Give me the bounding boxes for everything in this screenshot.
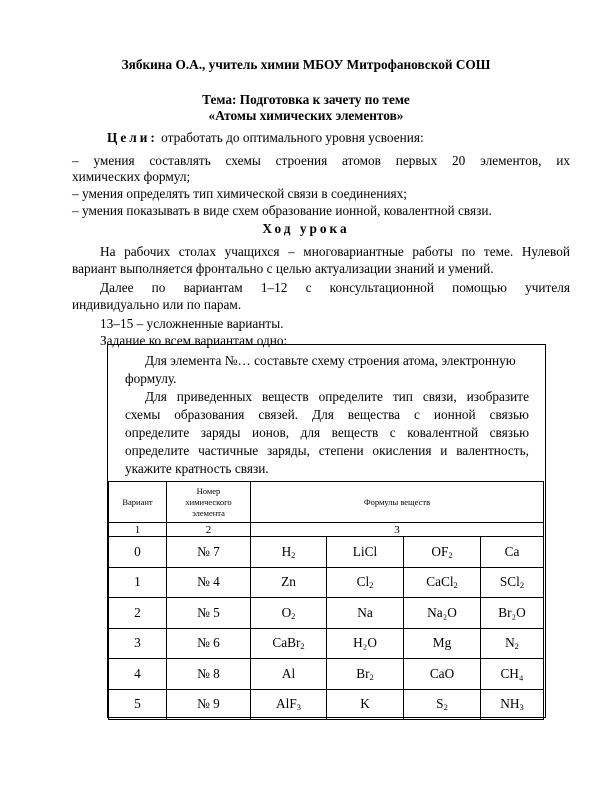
formula-text: S (436, 696, 444, 712)
formula-subscript: 2 (443, 702, 448, 713)
formula-cell (327, 689, 404, 720)
formula-text: O (281, 604, 292, 620)
table-row (109, 567, 544, 598)
formula-cell (404, 689, 481, 720)
formula-subscript: 3 (519, 702, 524, 713)
column-number: 3 (251, 523, 544, 537)
formula-text: Zn (281, 574, 296, 590)
formula-subscript: 2 (291, 610, 296, 621)
element-number-cell: № 8 (167, 659, 251, 690)
variant-cell: 2 (109, 598, 167, 629)
task-line-4: схемы образования связей. Для вещества с ионной связью (125, 407, 529, 422)
goals-label: Цели: (107, 130, 158, 145)
element-number-cell: № 9 (167, 689, 251, 720)
goal-item-2: – умения определять тип химической связи в соединениях; (72, 186, 407, 201)
formula-text: N (505, 635, 515, 651)
progress-p1-line2: вариант выполняется фронтально с целью актуализации знаний и умений. (72, 261, 494, 276)
column-number: 2 (167, 523, 251, 537)
topic-line-1: Тема: Подготовка к зачету по теме (202, 92, 410, 107)
header-formulas: Формулы веществ (251, 482, 544, 523)
goal-item-3: – умения показывать в виде схем образование ионной, ковалентной связи. (72, 203, 492, 218)
formula-cell (404, 659, 481, 690)
header-variant: Вариант (109, 482, 167, 523)
formula-text: Br₂O (498, 604, 526, 620)
progress-p4: Задание ко всем вариантам одно: (100, 333, 288, 348)
element-number-cell: № 4 (167, 567, 251, 598)
formula-text: AlF (276, 696, 297, 712)
variant-cell: 4 (109, 659, 167, 690)
formula-cell (327, 628, 404, 659)
formula-subscript: 2 (300, 641, 305, 652)
variant-cell: 0 (109, 537, 167, 568)
progress-heading: Ход урока (262, 221, 350, 236)
formula-cell (481, 537, 544, 568)
goal-item-1: – умения составлять схемы строения атомов первых 20 элементов, их (72, 153, 570, 168)
variant-cell: 1 (109, 567, 167, 598)
task-line-7: укажите кратность связи. (125, 461, 269, 476)
goals-intro (107, 130, 424, 146)
table-header-row (109, 482, 544, 523)
formula-text: LiCl (352, 543, 378, 559)
table-row (109, 598, 544, 629)
formula-cell (327, 537, 404, 568)
table-column-numbers-row (109, 523, 544, 537)
progress-p1-line1: На рабочих столах учащихся – многовариантные работы по теме. Нулевой (100, 244, 570, 259)
formula-text: Na₂O (427, 604, 457, 620)
variants-table (108, 481, 544, 720)
task-line-6: определите частичные заряды, степени окисления и валентность, (125, 443, 529, 458)
table-row (109, 659, 544, 690)
column-number: 1 (109, 523, 167, 537)
goal-item-1-cont: химических формул; (72, 169, 191, 184)
progress-p3: 13–15 – усложненные варианты. (100, 316, 284, 331)
formula-cell (481, 659, 544, 690)
formula-text: H (281, 543, 292, 559)
formula-text: OF (431, 543, 449, 559)
formula-text: Al (281, 665, 296, 681)
formula-text: H₂O (353, 635, 377, 651)
formula-cell (251, 689, 327, 720)
formula-subscript: 3 (296, 702, 301, 713)
formula-cell (251, 628, 327, 659)
element-number-cell: № 6 (167, 628, 251, 659)
formula-cell (404, 598, 481, 629)
task-line-2: формулу. (125, 371, 177, 386)
header-element-number: Номер химического элемента (167, 482, 251, 523)
formula-cell (251, 567, 327, 598)
formula-cell (481, 689, 544, 720)
formula-subscript: 2 (514, 641, 519, 652)
task-line-1: Для элемента №… составьте схему строения атома, электронную (145, 353, 516, 368)
formula-text: CaO (429, 665, 455, 681)
formula-subscript: 2 (453, 580, 458, 591)
table-row (109, 537, 544, 568)
formula-text: Ca (504, 543, 520, 559)
element-number-cell: № 7 (167, 537, 251, 568)
formula-text: Cl (356, 574, 370, 590)
progress-p2-line1: Далее по вариантам 1–12 с консультационной помощью учителя (100, 280, 570, 295)
element-number-cell: № 5 (167, 598, 251, 629)
formula-cell (327, 567, 404, 598)
formula-cell (327, 659, 404, 690)
formula-text: K (360, 696, 370, 712)
goals-intro-text: отработать до оптимального уровня усвоения: (157, 130, 424, 145)
formula-text: CaBr (272, 635, 301, 651)
formula-cell (481, 567, 544, 598)
author-line: Зябкина О.А., учитель химии МБОУ Митрофановской СОШ (121, 57, 491, 72)
variant-cell: 3 (109, 628, 167, 659)
formula-cell (481, 598, 544, 629)
formula-cell (481, 628, 544, 659)
formula-subscript: 2 (291, 549, 296, 560)
variant-cell: 5 (109, 689, 167, 720)
task-line-5: определите заряды ионов, для веществ с ковалентной связью (125, 425, 529, 440)
formula-cell (251, 659, 327, 690)
formula-cell (404, 567, 481, 598)
formula-subscript: 2 (369, 580, 374, 591)
task-line-3: Для приведенных веществ определите тип связи, изобразите (145, 389, 529, 404)
formula-text: CH₄ (500, 665, 524, 681)
formula-subscript: 2 (448, 549, 453, 560)
formula-text: Na (357, 604, 373, 620)
formula-cell (327, 598, 404, 629)
formula-subscript: 2 (519, 580, 525, 591)
table-row (109, 628, 544, 659)
formula-text: Mg (432, 635, 452, 651)
formula-cell (404, 537, 481, 568)
topic-line-2: «Атомы химических элементов» (208, 108, 404, 123)
formula-cell (404, 628, 481, 659)
formula-text: SCl (499, 574, 520, 590)
table-row (109, 689, 544, 720)
formula-text: Br (356, 665, 370, 681)
formula-subscript: 2 (369, 671, 374, 682)
formula-cell (251, 537, 327, 568)
formula-cell (251, 598, 327, 629)
progress-p2-line2: индивидуально или по парам. (72, 297, 242, 312)
formula-text: NH (500, 696, 520, 712)
formula-text: CaCl (426, 574, 454, 590)
